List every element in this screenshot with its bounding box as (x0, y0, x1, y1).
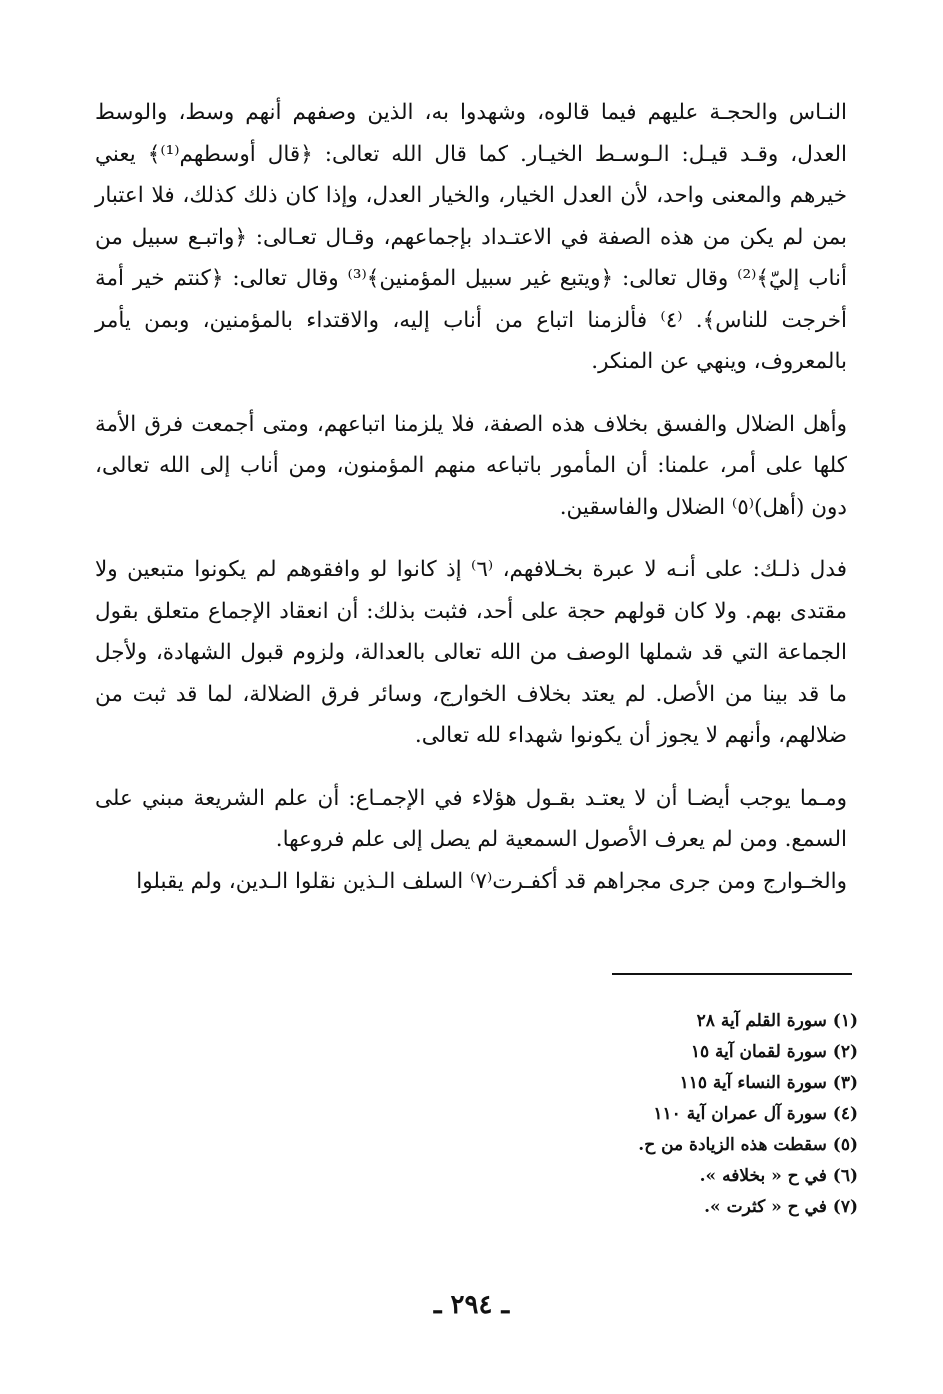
footnote-1: (١) سورة القلم آية ٢٨ (696, 1011, 858, 1031)
paragraph-3: فدل ذلـك: على أنـه لا عبرة بخـلافهم، ⁽٦⁾ إذ كانوا لو وافقوهم لم يكونوا متبعين ولا مقتدى بهم. ولا كان قولهم حجة على أحد، فثبت بذلك: أن انعقاد الإجماع متعلق بقول الجماعة التي قد شملها الوصف من الله تعالى بالعدالة، ولزوم قبول الشهادة، ولأجل ما قد بينا من الأصل. لم يعتد بخلاف الخوارج، وسائر فرق الضلالة، لما قد ثبت من ضلالهم، وأنهم لا يجوز أن يكونوا شهداء لله تعالى. (95, 557, 847, 748)
paragraph-2: وأهل الضلال والفسق بخلاف هذه الصفة، فلا يلزمنا اتباعهم، ومتى أجمعت فرق الأمة كلها على أمر، علمنا: أن المأمور باتباعه منهم المؤمنون، ومن أناب إلى الله تعالى، دون (أهل)⁽٥⁾ الضلال والفاسقين. (95, 411, 847, 520)
paragraph-4: ومـما يوجب أيضـا أن لا يعتـد بقـول هؤلاء في الإجمـاع: أن علم الشريعة مبني على السمع. ومن لم يعرف الأصول السمعية لم يصل إلى علم فروعها. (95, 785, 847, 852)
paragraph-1: النـاس والحجـة عليهم فيما قالوه، وشهدوا به، الذين وصفهم أنهم وسط، والوسط العدل، وقـد قيـل: الـوسـط الخيـار. كما قال الله تعالى: ﴿قال أوسطهم⁽¹⁾﴾ يعني خيرهم والمعنى واحد، لأن العدل الخيار، والخيار العدل، وإذا كان ذلك كذلك، فلا اعتبار بمن لم يكن من هذه الصفة في الاعتـداد بإجماعهم، وقـال تعـالى: ﴿واتبـع سبيل من أناب إليّ﴾⁽²⁾ وقال تعالى: ﴿ويتبع غير سبيل المؤمنين﴾⁽³⁾ وقال تعالى: ﴿كنتم خير أمة أخرجت للناس﴾. ⁽٤⁾ فألزمنا اتباع من أناب إليه، والاقتداء بالمؤمنين، وبمن يأمر بالمعروف، وينهي عن المنكر. (95, 100, 847, 374)
footnotes (538, 1006, 858, 1223)
footnote-6: (٦) في ح « بخلافه ». (699, 1166, 858, 1186)
page-number: ـ ٢٩٤ ـ (433, 1290, 510, 1320)
footnote-2: (٢) سورة لقمان آية ١٥ (690, 1042, 858, 1062)
footnote-3: (٣) سورة النساء آية ١١٥ (679, 1073, 858, 1093)
footnote-4: (٤) سورة آل عمران آية ١١٠ (653, 1104, 858, 1124)
footnote-7: (٧) في ح « كثرت ». (704, 1197, 858, 1217)
footnote-5: (٥) سقطت هذه الزيادة من ح. (638, 1135, 858, 1155)
paragraph-5: والخـوارج ومن جرى مجراهم قد أكفـرت⁽٧⁾ السلف الـذين نقلوا الـدين، ولم يقبلوا (136, 868, 847, 894)
main-text (95, 92, 847, 902)
footnote-separator (612, 973, 852, 975)
